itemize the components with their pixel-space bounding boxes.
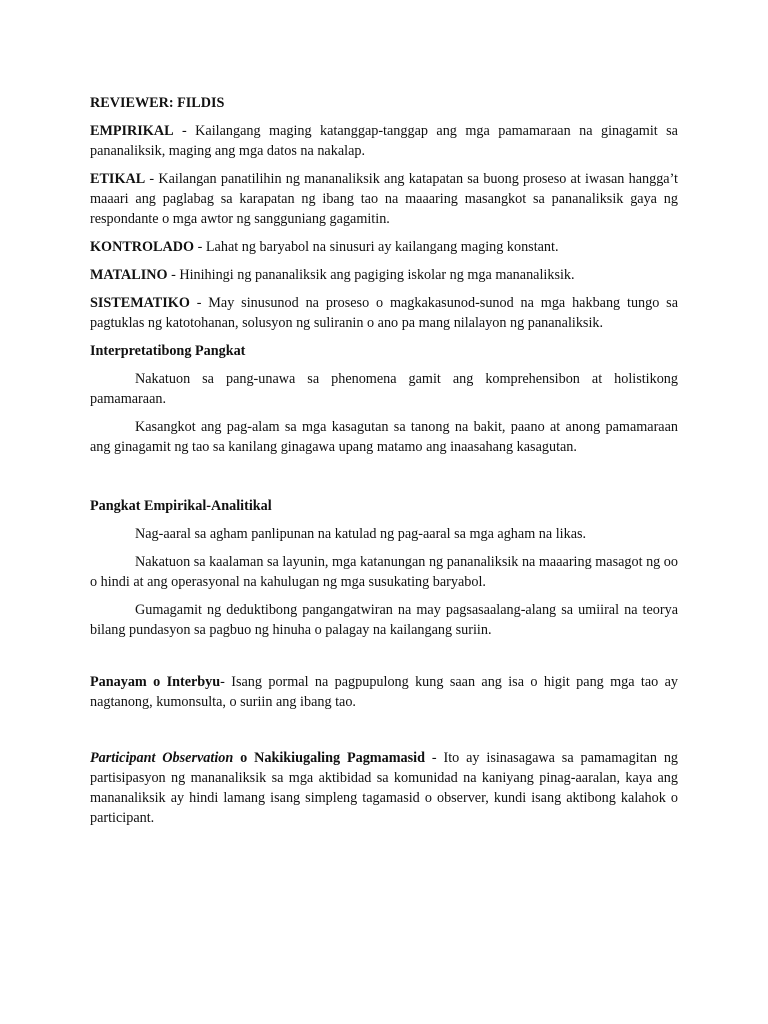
heading-empirikal-analitikal: Pangkat Empirikal-Analitikal [90,498,272,514]
term-sistematiko: SISTEMATIKO [90,295,190,311]
definition-text: - Kailangang maging katanggap-tanggap ang mga pamamaraan na ginagamit sa pananaliksik, maging ang mga datos na nakalap. [90,123,678,159]
term-panayam: Panayam o Interbyu [90,674,221,690]
paragraph: Kasangkot ang pag-alam sa mga kasagutan sa tanong na bakit, paano at anong pamamaraan ang ginagamit ng tao sa kanilang ginagawa upang matamo ang inaasahang kasagutan. [90,419,678,455]
paragraph: Gumagamit ng deduktibong pangangatwiran na may pagsasaalang-alang sa umiiral na teorya bilang pundasyon sa pagbuo ng hinuha o palagay na kailangang suriin. [90,602,678,638]
definition-sistematiko [90,293,678,333]
paragraph: Nakatuon sa kaalaman sa layunin, mga katanungan ng pananaliksik na maaaring masagot ng oo o hindi at ang operasyonal na kahulugan ng mga susukating baryabol. [90,554,678,590]
term-empirikal: EMPIRIKAL [90,123,174,139]
paragraph: Nakatuon sa pang-unawa sa phenomena gamit ang komprehensibon at holistikong pamamaraan. [90,371,678,407]
term-participant-observation: Participant Observation [90,750,234,766]
term-matalino: MATALINO [90,267,168,283]
spacer [90,720,678,748]
connector: o [233,750,255,766]
definition-text: - Lahat ng baryabol na sinusuri ay kailangang maging konstant. [194,239,559,255]
document-page [90,93,678,836]
document-title: REVIEWER: FILDIS [90,95,225,111]
definition-empirikal [90,121,678,161]
definition-participant-observation [90,748,678,828]
spacer [90,648,678,672]
term-kontrolado: KONTROLADO [90,239,195,255]
term-etikal: ETIKAL [90,171,146,187]
definition-text: - Ito ay isinasagawa sa pamamagitan ng partisipasyon ng mananaliksik sa mga aktibidad sa komunidad na kaniyang pinag-aaralan, kaya ang mananaliksik ay hindi lamang isang simpleng tagamasid o observer, kundi isang aktibong kalahok o participant. [90,750,679,826]
definition-panayam [90,672,678,712]
heading-interpretatibo: Interpretatibong Pangkat [90,343,246,359]
definition-text: - Isang pormal na pagpupulong kung saan ang isa o higit pang mga tao ay nagtanong, kumonsulta, o suriin ang ibang tao. [90,674,678,710]
term-nakikiugaling-pagmamasid: Nakikiugaling Pagmamasid [254,750,425,766]
definition-text: - Kailangan panatilihin ng mananaliksik ang katapatan sa buong proseso at iwasan hangga’t maaari ang paglabag sa karapatan ng ibang tao na maaaring masangkot sa pananaliksik gaya ng respondante o mga awtor ng sangguniang gagamitin. [90,171,678,227]
definition-text: - May sinusunod na proseso o magkakasunod-sunod na mga hakbang tungo sa pagtuklas ng katotohanan, solusyon ng suliranin o ano pa mang nilalayon ng pananaliksik. [90,295,678,331]
definition-matalino [90,265,678,285]
definition-kontrolado [90,237,678,257]
spacer [90,465,678,496]
definition-etikal [90,169,678,229]
definition-text: - Hinihingi ng pananaliksik ang pagiging iskolar ng mga mananaliksik. [167,267,575,283]
paragraph: Nag-aaral sa agham panlipunan na katulad ng pag-aaral sa mga agham na likas. [135,526,587,542]
